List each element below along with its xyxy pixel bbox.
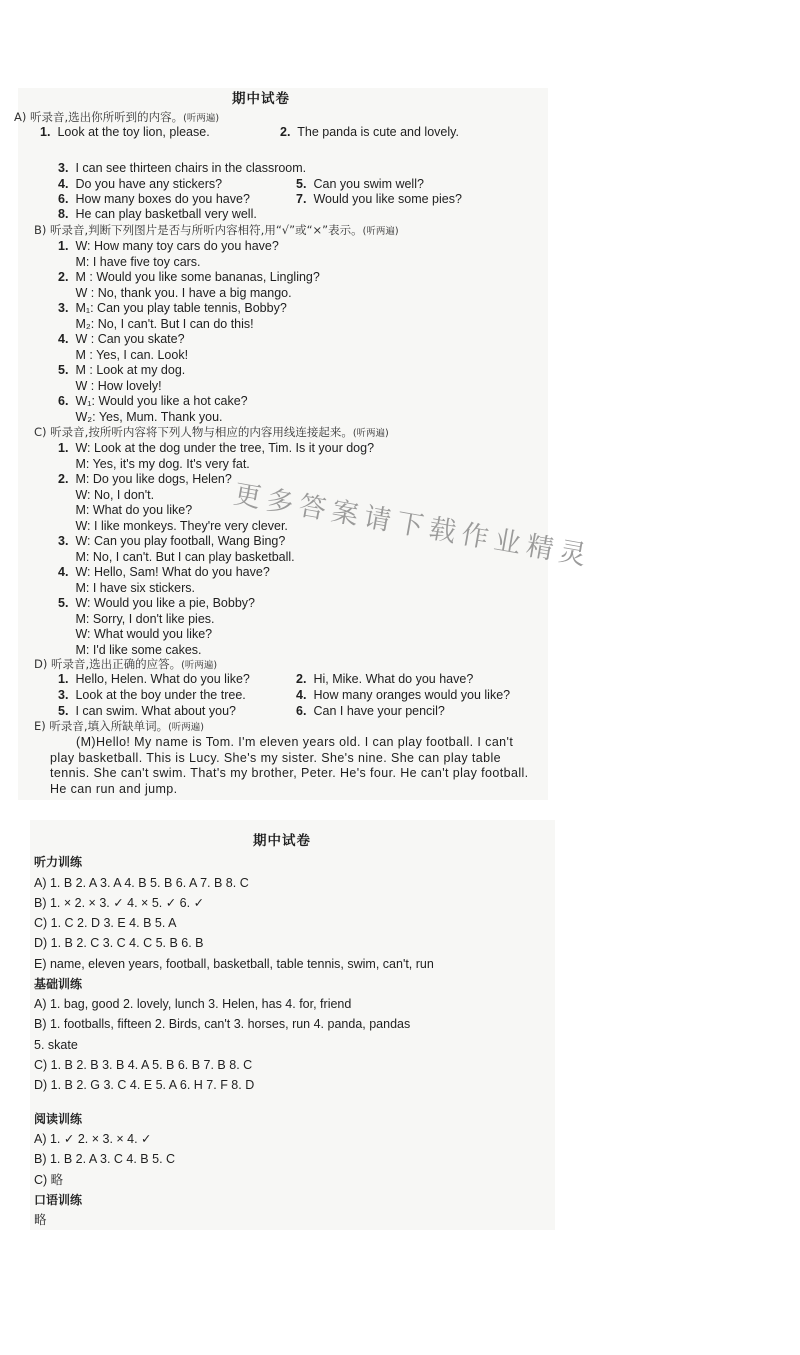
section-e-passage: (M)Hello! My name is Tom. I'm eleven years old. I can play football. I can't play basketball. This is Lucy. She's my sister. She's nine. She can play table tennis. She can't swim. That's my brother, Peter. He's four. He can't play football. He can run and jump. [50, 735, 529, 796]
dialogue-line [58, 270, 320, 285]
section-a-item: 8. He can play basketball very well. [58, 207, 257, 221]
answer-line: E) name, eleven years, football, basketball, table tennis, swim, can't, run [34, 957, 434, 971]
dialogue-text: M : Yes, I can. Look! [75, 347, 189, 362]
dialogue-text: W : Can you skate? [75, 332, 185, 346]
answer-line: D) 1. B 2. G 3. C 4. E 5. A 6. H 7. F 8. D [34, 1078, 255, 1092]
dialogue-number: 4. [58, 332, 69, 346]
dialogue-text: M: Do you like dogs, Helen? [75, 472, 232, 486]
dialogue-line [58, 643, 202, 658]
dialogue-line [58, 596, 255, 611]
dialogue-text: M : Would you like some bananas, Lingling? [75, 270, 320, 284]
section-a-item: 5. Can you swim well? [296, 177, 424, 191]
dialogue-text: W : No, thank you. I have a big mango. [75, 285, 292, 300]
dialogue-number: 5. [58, 363, 69, 377]
dialogue-line [58, 612, 215, 627]
dialogue-text: W₂: Yes, Mum. Thank you. [75, 409, 223, 424]
section-d-item: 3. Look at the boy under the tree. [58, 688, 246, 702]
dialogue-line [58, 550, 295, 565]
dialogue-line [58, 441, 374, 456]
answer-line: 5. skate [34, 1038, 78, 1052]
section-b-instruction: B) 听录音,判断下列图片是否与所听内容相符,用“√”或“×”表示。(听两遍) [34, 223, 399, 237]
dialogue-line [58, 581, 195, 596]
dialogue-text: M: What do you like? [75, 503, 193, 517]
answer-line: A) 1. bag, good 2. lovely, lunch 3. Helen, has 4. for, friend [34, 997, 352, 1011]
dialogue-line [58, 503, 192, 518]
dialogue-number: 1. [58, 441, 69, 455]
dialogue-text: M: I'd like some cakes. [75, 642, 202, 657]
section-d-item: 6. Can I have your pencil? [296, 704, 445, 718]
dialogue-line [58, 255, 201, 270]
dialogue-text: W: What would you like? [75, 627, 213, 641]
dialogue-text: M₁: Can you play table tennis, Bobby? [75, 301, 287, 315]
section-d-item: 2. Hi, Mike. What do you have? [296, 672, 474, 686]
reading-heading: 阅读训练 [34, 1112, 83, 1126]
dialogue-line [58, 488, 154, 503]
dialogue-text: W: Hello, Sam! What do you have? [75, 565, 270, 579]
dialogue-number: 2. [58, 472, 69, 486]
section-d-instruction: D) 听录音,选出正确的应答。(听两遍) [34, 657, 218, 671]
dialogue-text: W: No, I don't. [75, 487, 155, 502]
dialogue-line [58, 239, 279, 254]
dialogue-line [58, 348, 188, 363]
answer-line: D) 1. B 2. C 3. C 4. C 5. B 6. B [34, 936, 204, 950]
answer-line: A) 1. ✓ 2. × 3. × 4. ✓ [34, 1132, 152, 1146]
dialogue-line [58, 394, 248, 409]
dialogue-number: 1. [58, 239, 69, 253]
answer-line: C) 1. C 2. D 3. E 4. B 5. A [34, 916, 177, 930]
answers-title: 期中试卷 [253, 833, 311, 849]
dialogue-line [58, 457, 250, 472]
section-a-item: 1. Look at the toy lion, please. [40, 125, 210, 139]
dialogue-number: 4. [58, 565, 69, 579]
dialogue-text: W: I like monkeys. They're very clever. [75, 518, 288, 533]
dialogue-number: 6. [58, 394, 69, 408]
section-d-item: 1. Hello, Helen. What do you like? [58, 672, 250, 686]
dialogue-text: M: No, I can't. But I can play basketball. [75, 549, 295, 564]
oral-heading: 口语训练 [34, 1193, 83, 1207]
answer-line: B) 1. × 2. × 3. ✓ 4. × 5. ✓ 6. ✓ [34, 896, 205, 910]
dialogue-number: 3. [58, 534, 69, 548]
section-a-item: 6. How many boxes do you have? [58, 192, 250, 206]
section-a-item: 7. Would you like some pies? [296, 192, 462, 206]
dialogue-line [58, 519, 288, 534]
dialogue-text: M: I have five toy cars. [75, 254, 201, 269]
dialogue-line [58, 472, 232, 487]
section-a-item: 4. Do you have any stickers? [58, 177, 223, 191]
dialogue-text: W: Can you play football, Wang Bing? [75, 534, 286, 548]
dialogue-line [58, 301, 287, 316]
section-d-item: 5. I can swim. What about you? [58, 704, 236, 718]
answer-line: C) 1. B 2. B 3. B 4. A 5. B 6. B 7. B 8. C [34, 1058, 253, 1072]
listening-heading: 听力训练 [34, 855, 83, 869]
section-d-item: 4. How many oranges would you like? [296, 688, 511, 702]
dialogue-text: M: Sorry, I don't like pies. [75, 611, 215, 626]
dialogue-text: M : Look at my dog. [75, 363, 186, 377]
dialogue-line [58, 332, 185, 347]
section-a-instruction: A) 听录音,选出你所听到的内容。(听两遍) [14, 110, 220, 124]
exam-title: 期中试卷 [232, 91, 290, 107]
answer-line: A) 1. B 2. A 3. A 4. B 5. B 6. A 7. B 8. C [34, 876, 249, 890]
section-e-instruction: E) 听录音,填入所缺单词。(听两遍) [34, 719, 204, 733]
dialogue-text: M: I have six stickers. [75, 580, 195, 595]
dialogue-line [58, 363, 185, 378]
section-a-item: 3. I can see thirteen chairs in the classroom. [58, 161, 307, 175]
dialogue-line [58, 627, 212, 642]
section-a-item: 2. The panda is cute and lovely. [280, 125, 459, 139]
dialogue-line [58, 410, 223, 425]
dialogue-line [58, 565, 270, 580]
dialogue-line [58, 286, 292, 301]
answer-line: B) 1. B 2. A 3. C 4. B 5. C [34, 1152, 176, 1166]
answer-line: B) 1. footballs, fifteen 2. Birds, can't 3. horses, run 4. panda, pandas [34, 1017, 411, 1031]
answer-line: 略 [34, 1213, 47, 1227]
dialogue-number: 5. [58, 596, 69, 610]
dialogue-text: M: Yes, it's my dog. It's very fat. [75, 456, 250, 471]
dialogue-text: W₁: Would you like a hot cake? [75, 394, 248, 408]
dialogue-text: W: Look at the dog under the tree, Tim. Is it your dog? [75, 441, 375, 455]
basic-heading: 基础训练 [34, 977, 83, 991]
answer-line: C) 略 [34, 1173, 64, 1187]
dialogue-number: 2. [58, 270, 69, 284]
dialogue-number: 3. [58, 301, 69, 315]
section-c-instruction: C) 听录音,按所听内容将下列人物与相应的内容用线连接起来。(听两遍) [34, 425, 389, 439]
dialogue-line [58, 317, 254, 332]
dialogue-line [58, 379, 162, 394]
dialogue-text: W : How lovely! [75, 378, 162, 393]
dialogue-line [58, 534, 285, 549]
dialogue-text: W: How many toy cars do you have? [75, 239, 279, 253]
dialogue-text: M₂: No, I can't. But I can do this! [75, 316, 254, 331]
watermark: 更多答案请下载作业精灵 [231, 478, 595, 573]
dialogue-text: W: Would you like a pie, Bobby? [75, 596, 255, 610]
